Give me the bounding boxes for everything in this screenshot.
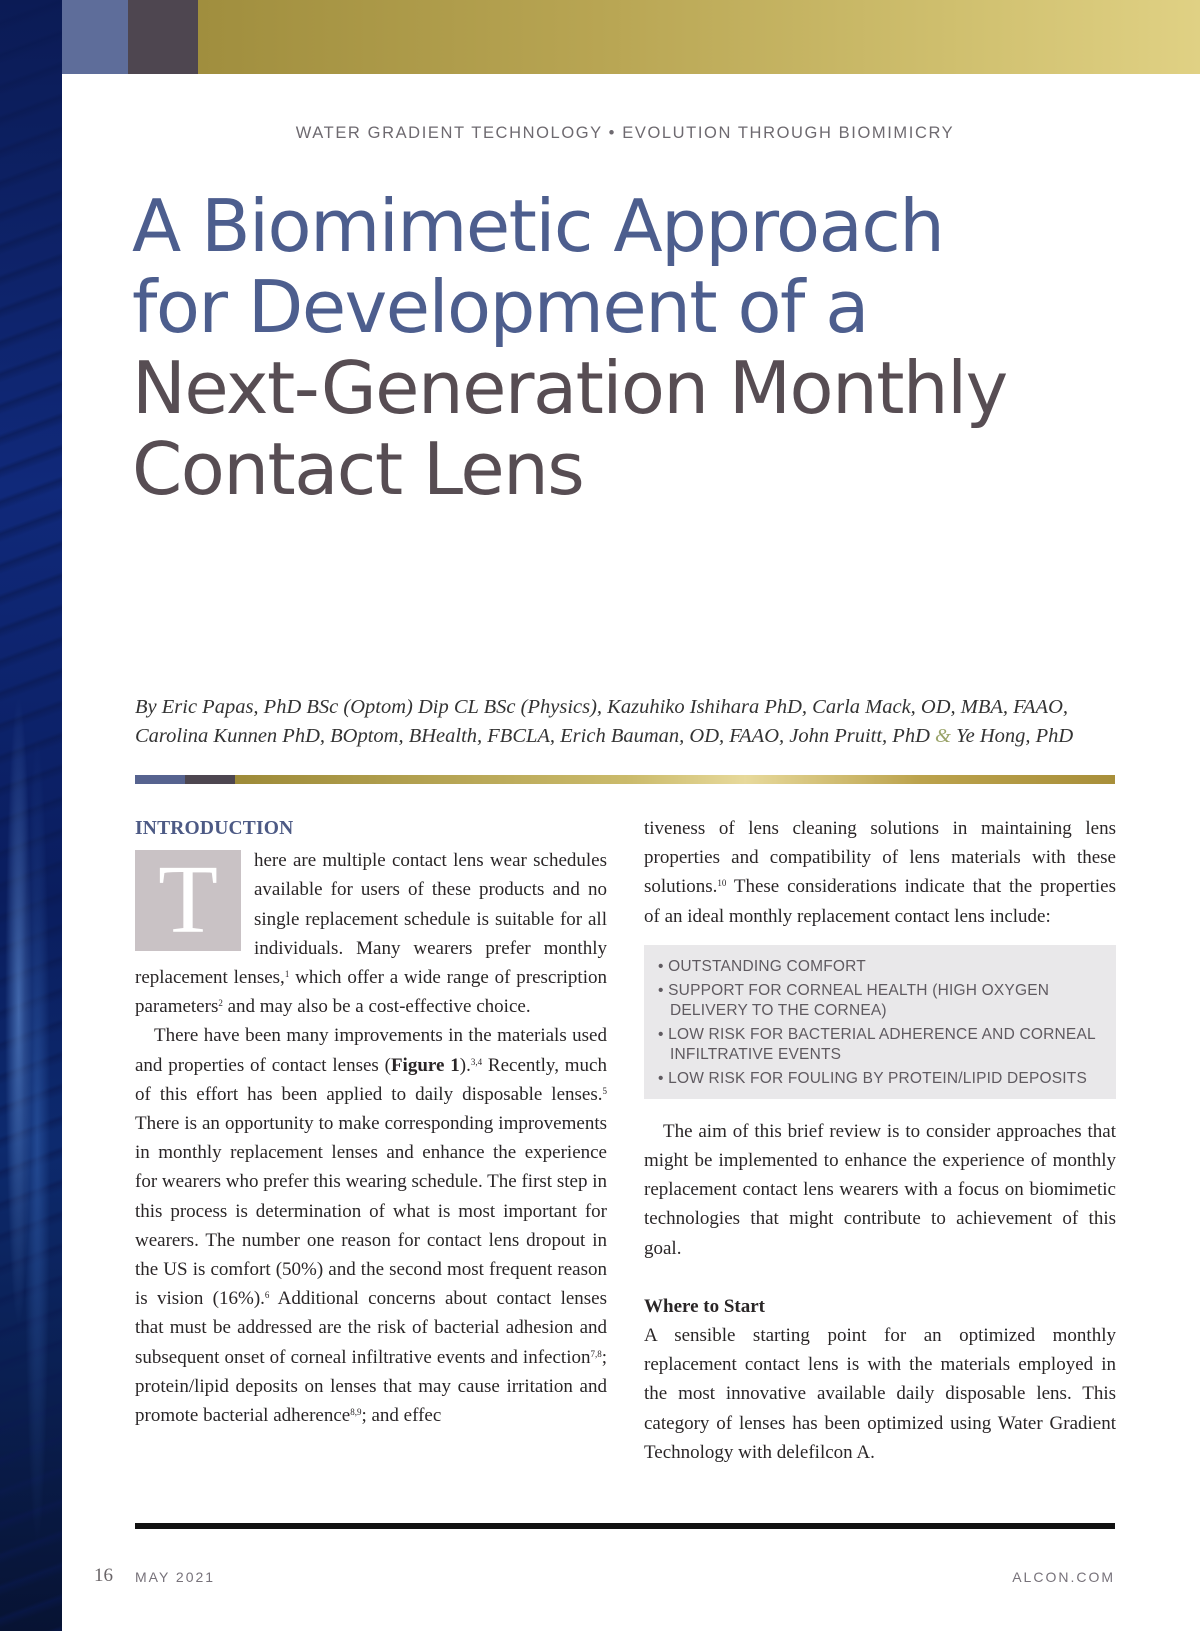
citation-superscript: 10 [717, 878, 727, 889]
properties-callout-box [644, 945, 1116, 1099]
drop-cap: T [135, 850, 241, 951]
decorative-side-image [0, 0, 62, 1631]
paragraph-spacer [644, 1263, 1116, 1292]
citation-superscript: 7,8 [590, 1348, 602, 1359]
properties-list-item: • OUTSTANDING COMFORT [658, 957, 866, 975]
byline-authors: By Eric Papas, PhD BSc (Optom) Dip CL BSc (Physics), Kazuhiko Ishihara PhD, Carla Mack, OD, MBA, FAAO, Carolina Kunnen PhD, BOptom, BHealth, FBCLA, Erich Bauman, OD, FAAO, John Pruitt, PhD [135, 696, 1069, 747]
header-band-gold [198, 0, 1200, 74]
right-paragraph-3: A sensible starting point for an optimized monthly replacement contact lens is with the materials employed in the most innovative available daily disposable lens. This category of lenses has been optimized using Water Gradient Technology with delefilcon A. [644, 1325, 1116, 1463]
title-line-1: A Biomimetic Approach [132, 184, 944, 268]
intro-paragraph-2: There have been many improvements in the materials used and properties of contact lenses (Figure 1).$^{3,4}$ Recently, much of this effort has been applied to daily disposable lenses.$^5$ There is an opportunity to make corresponding improvements in monthly replacement lenses and enhance the experience for wearers who prefer this wearing schedule. The first step in this process is determination of what is most important for wearers. The number one reason for contact lens dropout in the US is comfort (50%) and the second most frequent reason is vision (16%).$^6$ Additional concerns about contact lenses that must be addressed are the risk of bacterial adhesion and subsequent onset of corneal infiltrative events and infection$^{7,8}$; protein/lipid deposits on lenses that may cause irritation and promote bacterial adherence$^{8,9}$; and effec [135, 1025, 608, 1427]
introduction-heading: INTRODUCTION [135, 818, 294, 839]
citation-superscript: 5 [602, 1085, 607, 1096]
right-column [644, 814, 1116, 1467]
right-paragraph-2: The aim of this brief review is to consider approaches that might be implemented to enhance the experience of monthly replacement contact lens wearers with a focus on biomimetic technologies that might contribute to achievement of this goal. [644, 1120, 1116, 1259]
citation-superscript: 2 [218, 998, 223, 1009]
section-kicker: WATER GRADIENT TECHNOLOGY • EVOLUTION THROUGH BIOMIMICRY [295, 124, 955, 142]
divider-gray [185, 775, 235, 784]
where-to-start-heading: Where to Start [644, 1295, 766, 1317]
properties-list-item: • LOW RISK FOR BACTERIAL ADHERENCE AND CORNEAL INFILTRATIVE EVENTS [658, 1025, 1096, 1063]
divider-gold [235, 775, 1115, 784]
title-line-2: for Development of a [132, 265, 868, 349]
footer-rule [135, 1523, 1115, 1529]
figure-reference: Figure 1 [390, 1054, 460, 1076]
divider-band [135, 775, 1115, 784]
header-band-blue [62, 0, 128, 74]
left-column [135, 814, 607, 1430]
properties-list [658, 957, 1102, 1089]
title-line-3: Next-Generation Monthly [132, 346, 1007, 430]
header-band-gray [128, 0, 198, 74]
properties-list-item: • LOW RISK FOR FOULING BY PROTEIN/LIPID DEPOSITS [658, 1069, 1088, 1087]
citation-superscript: 3,4 [470, 1056, 483, 1067]
divider-blue [135, 775, 185, 784]
byline-ampersand: & [935, 725, 951, 747]
citation-superscript: 1 [284, 969, 290, 980]
author-byline [135, 693, 1125, 751]
title-line-4: Contact Lens [132, 427, 584, 511]
issue-date: MAY 2021 [135, 1569, 216, 1585]
page-number: 16 [94, 1565, 113, 1586]
article-title [132, 186, 1142, 510]
header-color-band [62, 0, 1200, 74]
citation-superscript: 8,9 [350, 1407, 362, 1418]
properties-list-item: • SUPPORT FOR CORNEAL HEALTH (HIGH OXYGEN DELIVERY TO THE CORNEA) [658, 981, 1050, 1019]
footer-website: ALCON.COM [1012, 1569, 1115, 1585]
intro-paragraph-1: here are multiple contact lens wear schedules available for users of these products and no single replacement schedule is suitable for all individuals. Many wearers prefer monthly replacement lenses,$^1$ which offer a wide range of prescription parameters$^2$ and may also be a cost-effective choice. [135, 850, 607, 1018]
byline-last-author: Ye Hong, PhD [956, 725, 1074, 747]
citation-superscript: 6 [264, 1290, 270, 1301]
right-paragraph-1: tiveness of lens cleaning solutions in maintaining lens properties and compatibility of lens materials with these solutions.$^{10}$ These considerations indicate that the properties of an ideal monthly replacement contact lens include: [644, 818, 1116, 927]
